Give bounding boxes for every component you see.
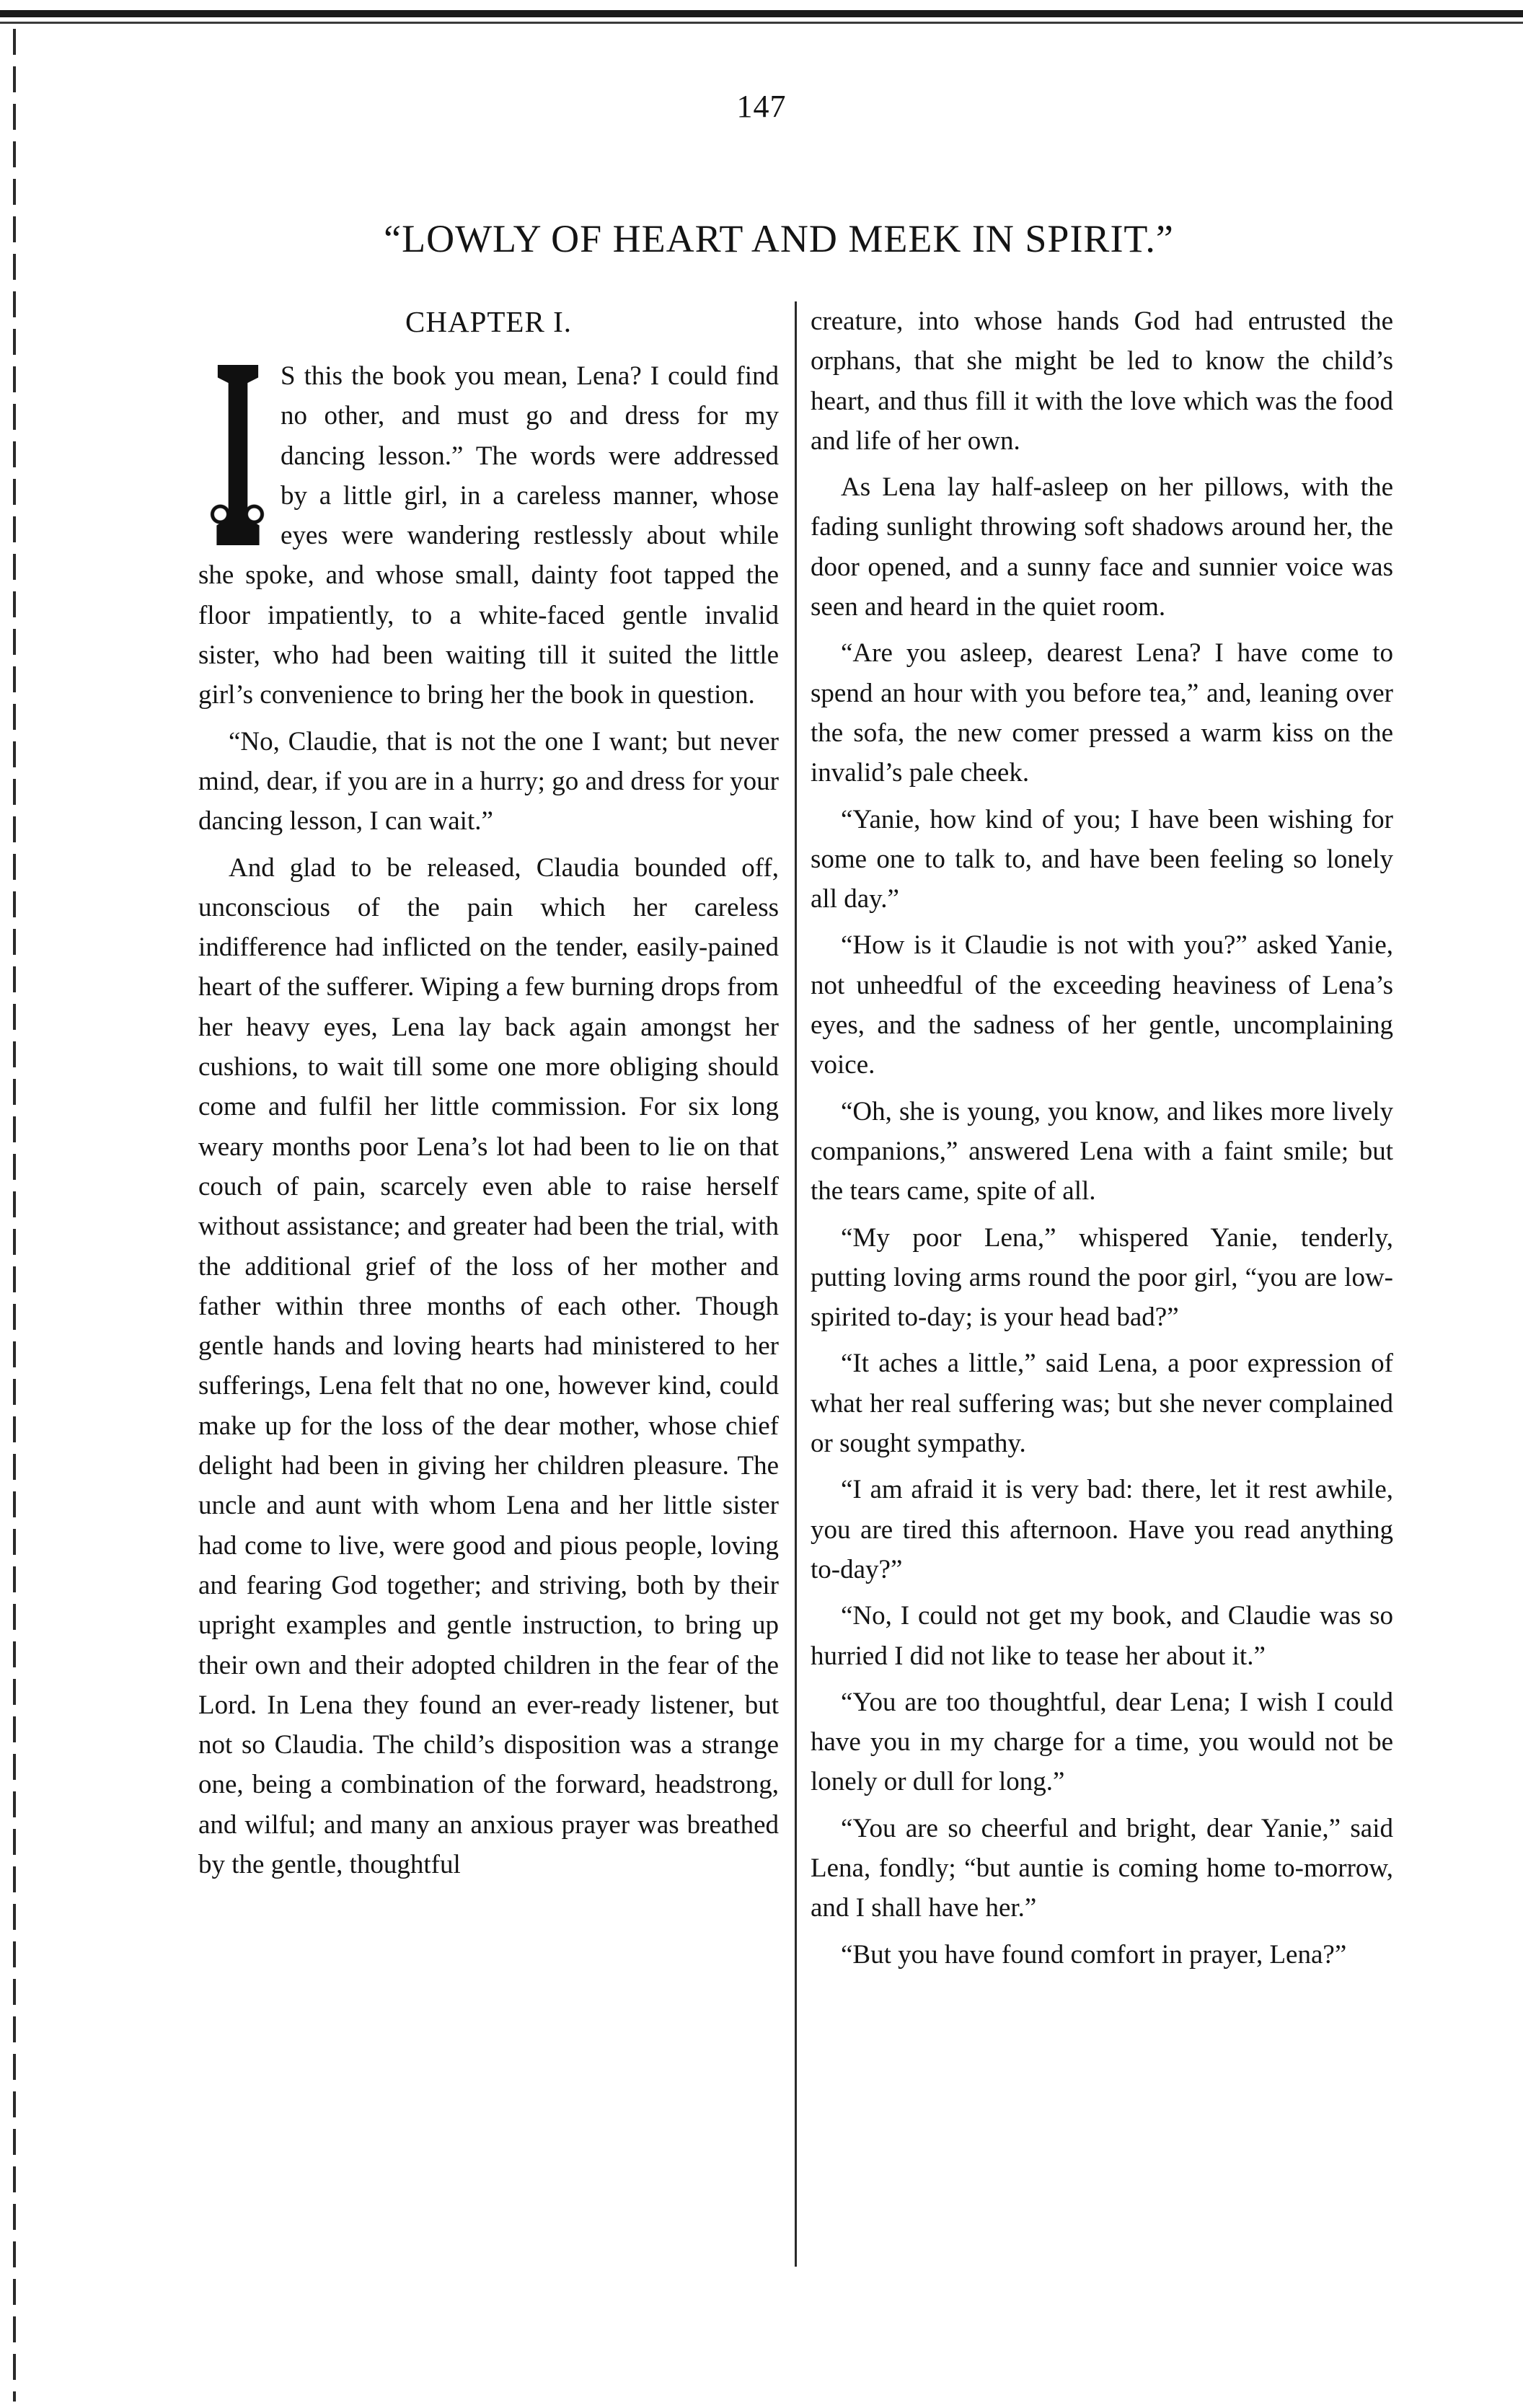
paragraph: “No, I could not get my book, and Claudie was so hurried I did not like to tease her about it.” xyxy=(811,1601,1393,1671)
paragraph: And glad to be released, Claudia bounded off, unconscious of the pain which her careless indifference had inflicted on the tender, easily-pained heart of the sufferer. Wiping a few burning drops from her heavy eyes, Lena lay back again amongst her cushions, to wait till some one more obliging should come and fulfil her little commission. For six long weary months poor Lena’s lot had been to lie on that couch of pain, scarcely even able to raise herself without assistance; and greater had been the trial, with the additional grief of the loss of her mother and father within three months of each other. Though gentle hands and loving hearts had ministered to her sufferings, Lena felt that no one, however kind, could make up for the loss of the dear mother, whose chief delight had been in giving her children pleasure. The uncle and aunt with whom Lena and her little sister had come to live, were good and pious people, loving and fearing God together; and striving, both by their upright examples and gentle instruction, to bring up their own and their adopted children in the fear of the Lord. In Lena they found an ever-ready listener, but not so Claudia. The child’s disposition was a strange one, being a combination of the forward, headstrong, and wilful; and many an anxious prayer was breathed by the gentle, thoughtful xyxy=(198,852,779,1879)
left-column xyxy=(198,301,779,1884)
drop-cap-ornament xyxy=(207,365,268,545)
page-number: 147 xyxy=(736,89,787,124)
drop-cap-letter xyxy=(207,365,208,366)
paragraph: S this the book you mean, Lena? I could find no other, and must go and dress for my dancing lesson.” The words were addressed by a little girl, in a careless manner, whose eyes were wandering restlessly about while she spoke, and whose small, dainty foot tapped the floor impatiently, to a white-faced gentle invalid sister, who had been waiting till it suited the little girl’s convenience to bring her the book in question. xyxy=(198,361,779,710)
paragraph: “I am afraid it is very bad: there, let it rest awhile, you are tired this afternoon. Have you read anything to-day?” xyxy=(811,1475,1393,1584)
binding-edge xyxy=(13,29,16,2402)
paragraph: “You are too thoughtful, dear Lena; I wish I could have you in my charge for a time, you would not be lonely or dull for long.” xyxy=(811,1687,1393,1797)
paragraph: “My poor Lena,” whispered Yanie, tenderly, putting loving arms round the poor girl, “you are low-spirited to-day; is your head bad?” xyxy=(811,1222,1393,1333)
column-divider xyxy=(795,301,797,2267)
top-border-thin-rule xyxy=(0,22,1523,24)
paragraph: creature, into whose hands God had entrusted the orphans, that she might be led to know the child’s heart, and thus fill it with the love which was the food and life of her own. xyxy=(811,306,1393,456)
paragraph: “How is it Claudie is not with you?” asked Yanie, not unheedful of the exceeding heaviness of Lena’s eyes, and the sadness of her gentle, uncomplaining voice. xyxy=(811,930,1393,1080)
paragraph: “No, Claudie, that is not the one I want; but never mind, dear, if you are in a hurry; go and dress for your dancing lesson, I can wait.” xyxy=(198,726,779,837)
paragraph: “It aches a little,” said Lena, a poor expression of what her real suffering was; but she never complained or sought sympathy. xyxy=(811,1349,1393,1459)
paragraph: “Yanie, how kind of you; I have been wishing for some one to talk to, and have been feeling so lonely all day.” xyxy=(811,804,1393,914)
story-title: “LOWLY OF HEART AND MEEK IN SPIRIT.” xyxy=(384,217,1174,260)
paragraph: As Lena lay half-asleep on her pillows, with the fading sunlight throwing soft shadows around her, the door opened, and a sunny face and sunnier voice was seen and heard in the quiet room. xyxy=(811,472,1393,622)
chapter-heading: CHAPTER I. xyxy=(405,305,572,338)
paragraph: “You are so cheerful and bright, dear Yanie,” said Lena, fondly; “but auntie is coming home to-morrow, and I shall have her.” xyxy=(811,1813,1393,1923)
right-column xyxy=(811,301,1393,1975)
paragraph: “Are you asleep, dearest Lena? I have come to spend an hour with you before tea,” and, leaning over the sofa, the new comer pressed a warm kiss on the invalid’s pale cheek. xyxy=(811,638,1393,788)
paragraph: “But you have found comfort in prayer, Lena?” xyxy=(841,1939,1347,1970)
paragraph: “Oh, she is young, you know, and likes more lively companions,” answered Lena with a faint smile; but the tears came, spite of all. xyxy=(811,1096,1393,1207)
drop-cap-flourish xyxy=(207,496,268,544)
top-border-rule xyxy=(0,10,1523,17)
